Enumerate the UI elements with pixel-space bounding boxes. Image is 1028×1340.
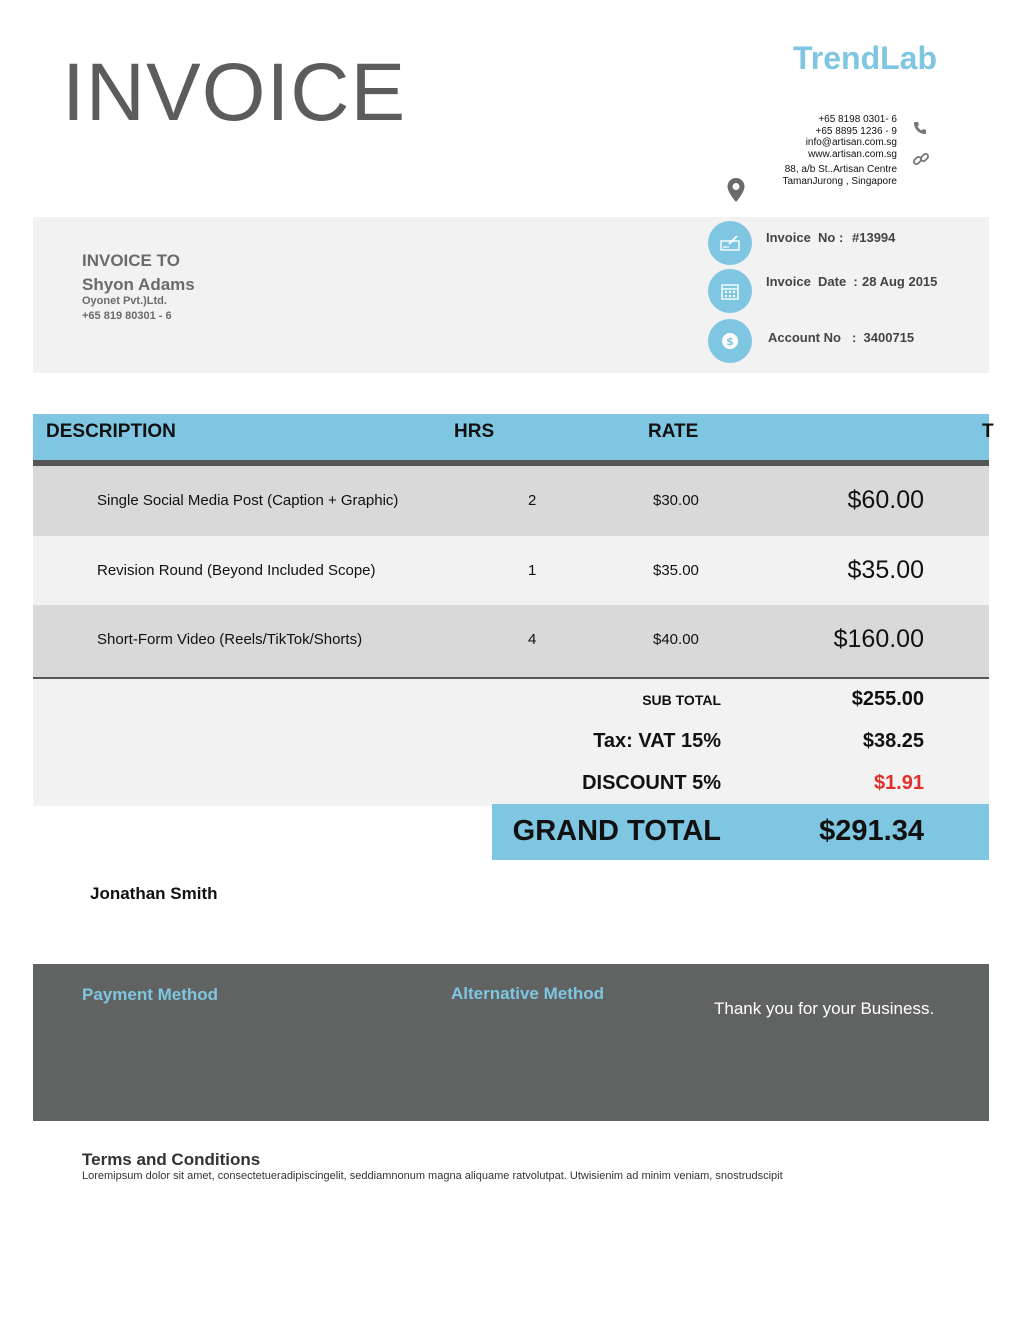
- svg-text:$: $: [726, 335, 734, 348]
- account-no-label: Account No: [768, 330, 841, 345]
- row-amount: $35.00: [847, 556, 924, 584]
- row-hrs: 4: [528, 631, 537, 648]
- invoice-no-label: Invoice No :: [766, 230, 844, 245]
- row-rate: $40.00: [653, 631, 699, 648]
- contact-phone-1: +65 8198 0301- 6: [818, 114, 897, 125]
- alternative-method-heading: Alternative Method: [451, 984, 605, 1003]
- col-description: DESCRIPTION: [46, 421, 176, 442]
- contact-phone-2: +65 8895 1236 - 9: [815, 125, 897, 137]
- invoice-date-value: 28 Aug 2015: [862, 274, 938, 289]
- calendar-icon: [708, 269, 752, 313]
- subtotal-value: $255.00: [851, 688, 924, 710]
- link-icon[interactable]: [912, 150, 930, 168]
- terms-heading: Terms and Conditions: [82, 1150, 261, 1169]
- row-amount: $160.00: [833, 625, 924, 653]
- invoice-no-value: #13994: [852, 230, 896, 245]
- totals-panel: [33, 679, 989, 806]
- discount-value: $1.91: [873, 772, 924, 794]
- cheque-icon: [708, 221, 752, 265]
- subtotal-label: SUB TOTAL: [642, 692, 721, 708]
- row-rate: $35.00: [653, 562, 699, 579]
- tax-label: Tax: VAT 15%: [593, 730, 721, 752]
- contact-block: [657, 114, 897, 187]
- row-description: Revision Round (Beyond Included Scope): [97, 562, 376, 579]
- col-total: T: [982, 421, 994, 442]
- contact-address-1: 88, a/b St..Artisan Centre: [784, 164, 897, 175]
- phone-icon: [912, 120, 928, 136]
- dollar-icon: [708, 319, 752, 363]
- row-amount: $60.00: [847, 486, 924, 514]
- row-description: Short-Form Video (Reels/TikTok/Shorts): [97, 631, 363, 648]
- brand-logo: TrendLab: [793, 40, 938, 76]
- discount-label: DISCOUNT 5%: [582, 772, 721, 794]
- row-hrs: 2: [528, 492, 537, 509]
- col-rate: RATE: [648, 421, 699, 442]
- invoice-to-label: INVOICE TO: [82, 251, 180, 270]
- client-phone: +65 819 80301 - 6: [82, 310, 172, 322]
- terms-text: Loremipsum dolor sit amet, consectetueradipiscingelit, seddiamnonum magna aliquame ratvolutpat. Utwisienim ad minim veniam, snostrudscipit: [82, 1170, 783, 1182]
- row-rate: $30.00: [653, 492, 699, 509]
- client-name: Shyon Adams: [82, 275, 195, 294]
- table-header: [33, 414, 994, 460]
- contact-address-2: TamanJurong , Singapore: [782, 175, 897, 187]
- contact-email[interactable]: info@artisan.com.sg: [805, 137, 897, 148]
- thank-you-note: Thank you for your Business.: [714, 999, 935, 1018]
- grand-total-value: $291.34: [819, 815, 924, 847]
- row-hrs: 1: [528, 562, 537, 579]
- map-pin-icon: [726, 177, 746, 203]
- row-description: Single Social Media Post (Caption + Graphic): [97, 492, 399, 509]
- grand-total-label: GRAND TOTAL: [512, 815, 721, 847]
- tax-value: $38.25: [862, 730, 924, 752]
- account-no-value: : 3400715: [852, 330, 915, 345]
- signer-name: Jonathan Smith: [90, 884, 218, 903]
- payment-method-heading: Payment Method: [82, 985, 219, 1004]
- invoice-title: INVOICE: [62, 47, 407, 138]
- col-hrs: HRS: [454, 421, 495, 442]
- invoice-date-label: Invoice Date :: [766, 274, 858, 289]
- client-company: Oyonet Pvt.)Ltd.: [82, 295, 167, 307]
- contact-website[interactable]: www.artisan.com.sg: [808, 148, 897, 160]
- bill-to-panel: [33, 217, 989, 373]
